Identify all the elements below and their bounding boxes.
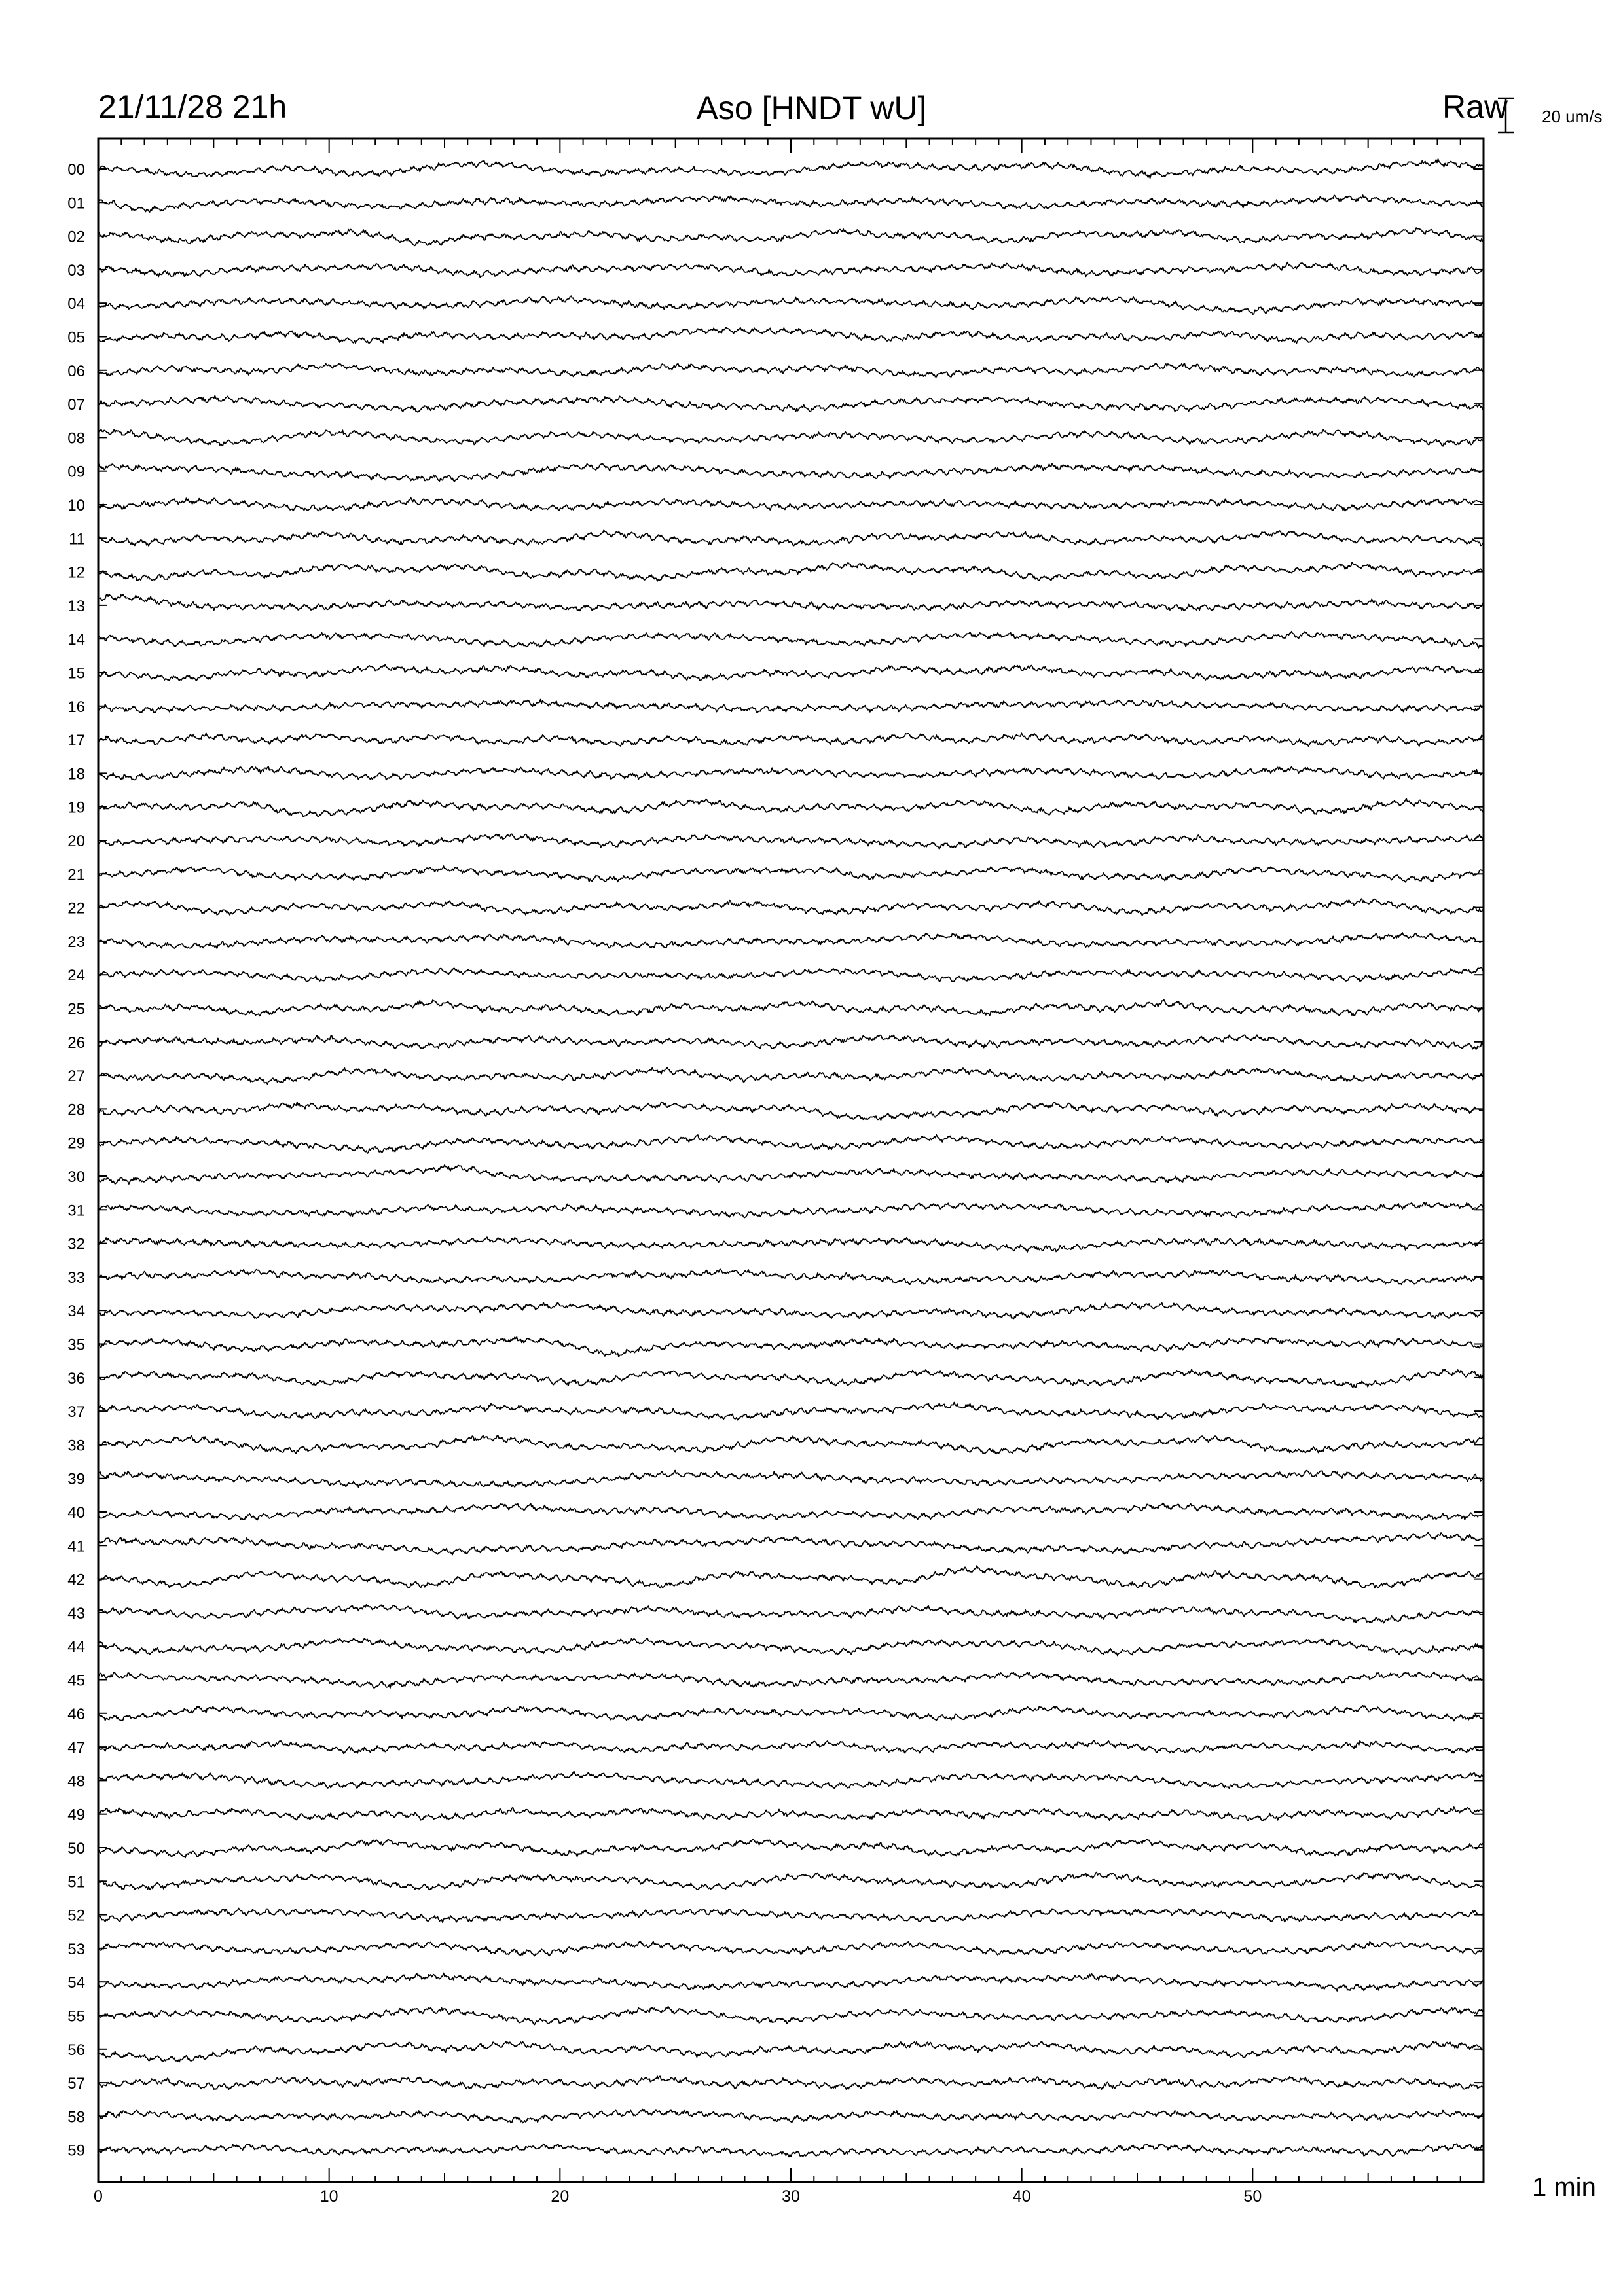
trace-line	[98, 766, 1484, 780]
trace-line	[98, 967, 1484, 982]
trace-line	[98, 1067, 1484, 1084]
trace-line	[98, 1237, 1484, 1252]
row-label: 15	[67, 664, 85, 683]
trace-line	[98, 1873, 1484, 1890]
plot-frame	[98, 139, 1484, 2182]
row-label: 54	[67, 1974, 85, 1992]
trace-line	[98, 1165, 1484, 1184]
row-label: 56	[67, 2041, 85, 2059]
trace-line	[98, 834, 1484, 848]
tick-marks	[98, 139, 1484, 2182]
trace-line	[98, 1035, 1484, 1049]
row-label: 20	[67, 833, 85, 850]
row-label: 42	[67, 1571, 85, 1589]
trace-line	[98, 1503, 1484, 1520]
trace-line	[98, 866, 1484, 882]
trace-line	[98, 262, 1484, 278]
row-label: 33	[67, 1268, 85, 1287]
row-label: 11	[69, 530, 85, 548]
trace-line	[98, 563, 1484, 581]
trace-line	[98, 498, 1484, 511]
trace-line	[98, 733, 1484, 746]
row-label: 04	[67, 295, 85, 314]
row-label: 23	[67, 933, 85, 951]
row-label: 18	[67, 765, 85, 783]
row-label: 43	[67, 1604, 85, 1623]
row-label: 50	[67, 1840, 85, 1857]
row-label: 34	[67, 1302, 85, 1321]
row-label: 17	[67, 732, 85, 750]
row-label: 40	[67, 1504, 85, 1522]
station-title: Aso [HNDT wU]	[696, 90, 927, 126]
row-label: 32	[67, 1235, 85, 1253]
trace-line	[98, 1337, 1484, 1357]
row-label: 16	[67, 698, 85, 716]
mode-label: Raw	[1442, 88, 1508, 125]
row-label: 09	[67, 463, 85, 481]
trace-line	[98, 632, 1484, 648]
trace-line	[98, 1403, 1484, 1420]
trace-line	[98, 1941, 1484, 1956]
row-label: 30	[67, 1168, 85, 1186]
row-label: 58	[67, 2108, 85, 2126]
row-label: 02	[67, 228, 85, 246]
trace-line	[98, 1566, 1484, 1588]
trace-line	[98, 899, 1484, 916]
row-label: 59	[67, 2142, 85, 2160]
row-label: 51	[67, 1873, 85, 1892]
trace-line	[98, 1135, 1484, 1153]
trace-line	[98, 1807, 1484, 1821]
trace-line	[98, 700, 1484, 713]
trace-line	[98, 296, 1484, 314]
row-label: 55	[67, 2007, 85, 2026]
trace-line	[98, 2109, 1484, 2123]
trace-line	[98, 396, 1484, 412]
trace-line	[98, 1638, 1484, 1656]
row-label: 44	[67, 1638, 85, 1657]
trace-line	[98, 2041, 1484, 2062]
row-label: 14	[67, 631, 85, 649]
row-label: 38	[67, 1437, 85, 1455]
trace-line	[98, 1605, 1484, 1623]
row-label: 57	[67, 2075, 85, 2093]
row-label: 31	[67, 1202, 85, 1220]
trace-line	[98, 195, 1484, 212]
trace-line	[98, 1471, 1484, 1488]
trace-line	[98, 159, 1484, 178]
row-label: 01	[67, 194, 85, 213]
row-label: 41	[67, 1537, 85, 1556]
row-label: 29	[67, 1134, 85, 1153]
trace-line	[98, 228, 1484, 245]
trace-line	[98, 1102, 1484, 1121]
x-tick-label: 50	[1243, 2187, 1262, 2206]
trace-line	[98, 594, 1484, 611]
trace-line	[98, 464, 1484, 482]
trace-line	[98, 1269, 1484, 1284]
row-label: 46	[67, 1705, 85, 1723]
trace-line	[98, 2144, 1484, 2157]
row-label: 05	[67, 329, 85, 347]
row-label: 27	[67, 1067, 85, 1086]
trace-line	[98, 363, 1484, 377]
trace-line	[98, 1973, 1484, 1991]
row-label: 26	[67, 1033, 85, 1052]
row-label: 10	[67, 497, 85, 514]
row-label: 36	[67, 1369, 85, 1388]
trace-line	[98, 933, 1484, 948]
row-label: 47	[67, 1739, 85, 1757]
row-label: 13	[67, 597, 85, 615]
x-axis-unit-label: 1 min	[1532, 2173, 1596, 2202]
trace-line	[98, 1706, 1484, 1721]
trace-line	[98, 798, 1484, 816]
row-label: 06	[67, 362, 85, 380]
x-tick-label: 0	[94, 2187, 103, 2206]
row-label: 00	[67, 161, 85, 179]
row-label: 03	[67, 261, 85, 279]
row-label: 07	[67, 396, 85, 414]
trace-line	[98, 429, 1484, 446]
x-tick-label: 10	[319, 2187, 338, 2206]
row-label: 39	[67, 1470, 85, 1488]
row-label: 52	[67, 1907, 85, 1925]
trace-line	[98, 1000, 1484, 1016]
row-label: 37	[67, 1403, 85, 1422]
trace-line	[98, 1909, 1484, 1923]
trace-line	[98, 530, 1484, 546]
row-label: 53	[67, 1940, 85, 1958]
trace-line	[98, 1772, 1484, 1789]
trace-line	[98, 2007, 1484, 2025]
x-tick-label: 20	[551, 2187, 570, 2206]
trace-line	[98, 2076, 1484, 2089]
trace-line	[98, 1672, 1484, 1689]
row-label: 49	[67, 1806, 85, 1824]
x-tick-label: 40	[1012, 2187, 1031, 2206]
trace-line	[98, 1532, 1484, 1554]
row-label: 25	[67, 1000, 85, 1018]
trace-line	[98, 1740, 1484, 1753]
x-tick-label: 30	[782, 2187, 800, 2206]
scale-label: 20 um/s	[1542, 107, 1603, 126]
row-label: 21	[67, 866, 85, 884]
trace-line	[98, 1202, 1484, 1217]
row-label: 19	[67, 798, 85, 817]
row-label: 45	[67, 1672, 85, 1690]
trace-line	[98, 1839, 1484, 1857]
trace-line	[98, 664, 1484, 681]
row-label: 22	[67, 899, 85, 918]
x-tick-labels	[94, 2187, 1262, 2206]
row-label: 24	[67, 967, 85, 985]
row-label: 28	[67, 1101, 85, 1119]
trace-lines	[98, 159, 1484, 2157]
row-labels	[67, 161, 85, 2160]
trace-line	[98, 1369, 1484, 1388]
datetime-label: 21/11/28 21h	[98, 88, 287, 125]
trace-line	[98, 328, 1484, 344]
trace-line	[98, 1435, 1484, 1454]
row-label: 08	[67, 429, 85, 448]
trace-line	[98, 1302, 1484, 1319]
row-label: 12	[67, 564, 85, 582]
row-label: 35	[67, 1336, 85, 1354]
row-label: 48	[67, 1772, 85, 1791]
